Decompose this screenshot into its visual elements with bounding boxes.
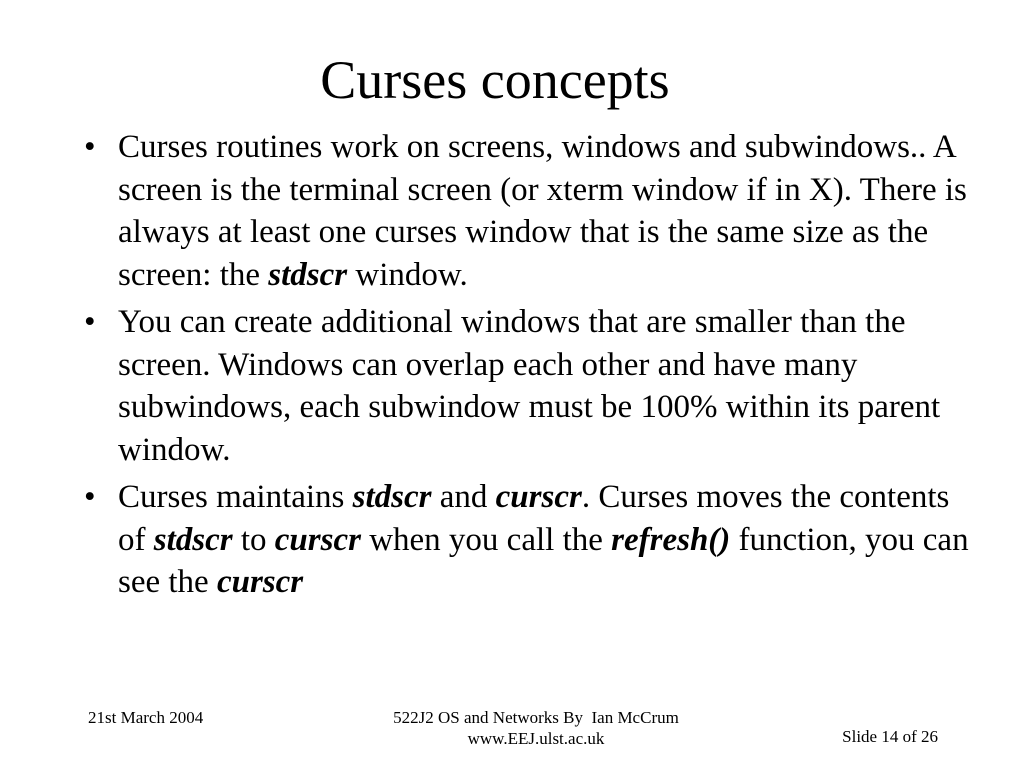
term-curscr: curscr: [216, 564, 304, 600]
term-stdscr: stdscr: [153, 521, 233, 558]
term-refresh: refresh(): [611, 521, 731, 558]
bullet-item: [84, 476, 974, 604]
bullet-text: Curses maintains: [118, 479, 353, 515]
bullet-marker: •: [84, 129, 96, 165]
bullet-list: [84, 126, 974, 609]
bullet-item: [84, 301, 974, 471]
bullet-text: . Curses moves the contents of: [118, 479, 950, 558]
footer-website: www.EEJ.ulst.ac.uk: [467, 729, 605, 748]
term-curscr: curscr: [274, 521, 361, 558]
footer-slide-number: Slide 14 of 26: [842, 727, 938, 746]
bullet-marker: •: [84, 304, 96, 340]
footer-date: 21st March 2004: [88, 708, 204, 727]
bullet-item: [84, 126, 974, 296]
bullet-text: to: [232, 521, 275, 558]
bullet-text: when you call the: [360, 521, 612, 558]
term-stdscr: stdscr: [352, 479, 432, 515]
slide-title: Curses concepts: [320, 50, 670, 110]
footer-center: [336, 707, 736, 749]
bullet-text: You can create additional windows that are smaller than the screen. Windows can overlap each other and have many subwindows, each subwindow must be 100% within its parent window.: [118, 304, 941, 468]
term-curscr: curscr: [495, 479, 582, 515]
bullet-text: window.: [347, 256, 468, 293]
term-stdscr: stdscr: [268, 256, 348, 293]
bullet-text: Curses routines work on screens, windows and subwindows.. A screen is the terminal screen (or xterm window if in X). There is always at least one curses window that is the same size as the screen: the: [118, 129, 967, 293]
bullet-text: and: [431, 479, 496, 515]
bullet-text: function, you can see the: [118, 521, 969, 600]
footer-course: 522J2 OS and Networks By Ian McCrum: [393, 708, 679, 727]
bullet-marker: •: [84, 479, 96, 515]
